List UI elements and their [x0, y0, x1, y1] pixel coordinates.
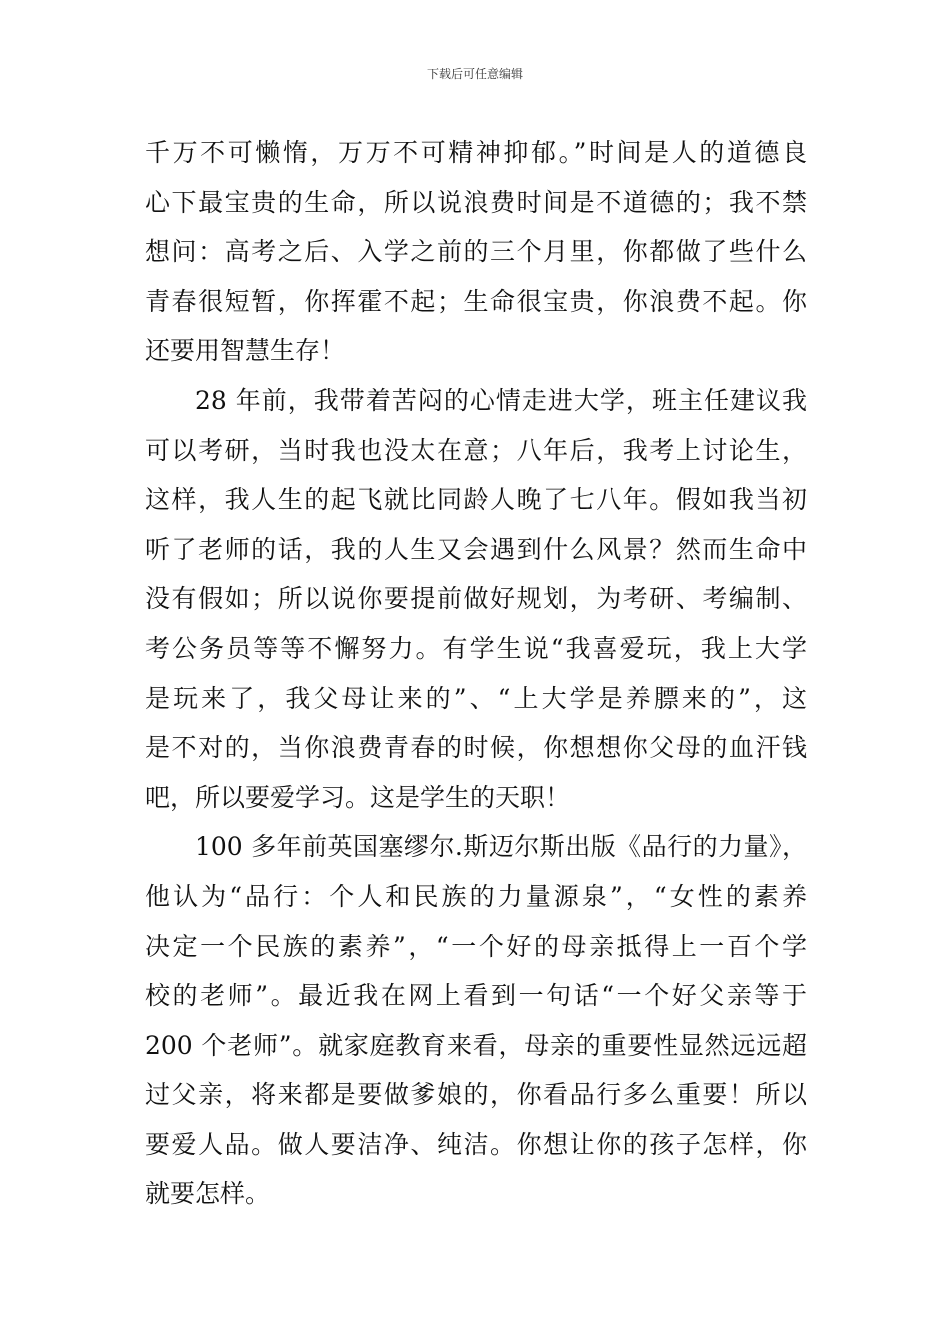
text-line: 就要怎样。 — [145, 1179, 271, 1209]
text-line: 是玩来了，我父母让来的”、“上大学是养膘来的”，这 — [145, 683, 807, 713]
text-line: 这样，我人生的起飞就比同龄人晚了七八年。假如我当初 — [145, 485, 807, 515]
text-line: 没有假如；所以说你要提前做好规划，为考研、考编制、 — [145, 584, 807, 614]
text-line: 决定一个民族的素养”，“一个好的母亲抵得上一百个学 — [145, 931, 807, 961]
text-line: 是不对的，当你浪费青春的时候，你想想你父母的血汗钱 — [145, 733, 807, 763]
text-line: 吧，所以要爱学习。这是学生的天职！ — [145, 782, 571, 812]
body-text — [145, 128, 807, 1219]
text-line: 100 多年前英国塞缪尔.斯迈尔斯出版《品行的力量》， — [195, 832, 807, 862]
text-line: 心下最宝贵的生命，所以说浪费时间是不道德的；我不禁 — [145, 187, 807, 217]
text-line: 他认为“品行：个人和民族的力量源泉”，“女性的素养 — [145, 881, 807, 911]
text-line: 想问：高考之后、入学之前的三个月里，你都做了些什么 — [145, 237, 807, 267]
text-line: 考公务员等等不懈努力。有学生说“我喜爱玩，我上大学 — [145, 633, 807, 663]
text-line: 200 个老师”。就家庭教育来看，母亲的重要性显然远远超 — [145, 1030, 807, 1060]
text-line: 还要用智慧生存！ — [145, 336, 346, 366]
header-note: 下载后可任意编辑 — [426, 67, 523, 81]
text-line: 过父亲，将来都是要做爹娘的，你看品行多么重要！所以 — [145, 1080, 807, 1110]
text-line: 千万不可懒惰，万万不可精神抑郁。”时间是人的道德良 — [145, 138, 807, 167]
text-line: 要爱人品。做人要洁净、纯洁。你想让你的孩子怎样，你 — [145, 1129, 807, 1159]
text-line: 28 年前，我带着苦闷的心情走进大学，班主任建议我 — [195, 385, 807, 415]
text-line: 青春很短暂，你挥霍不起；生命很宝贵，你浪费不起。你 — [145, 286, 807, 316]
text-line: 可以考研，当时我也没太在意；八年后，我考上讨论生， — [145, 435, 807, 465]
text-line: 校的老师”。最近我在网上看到一句话“一个好父亲等于 — [145, 981, 807, 1011]
text-line: 听了老师的话，我的人生又会遇到什么风景？然而生命中 — [145, 534, 807, 564]
